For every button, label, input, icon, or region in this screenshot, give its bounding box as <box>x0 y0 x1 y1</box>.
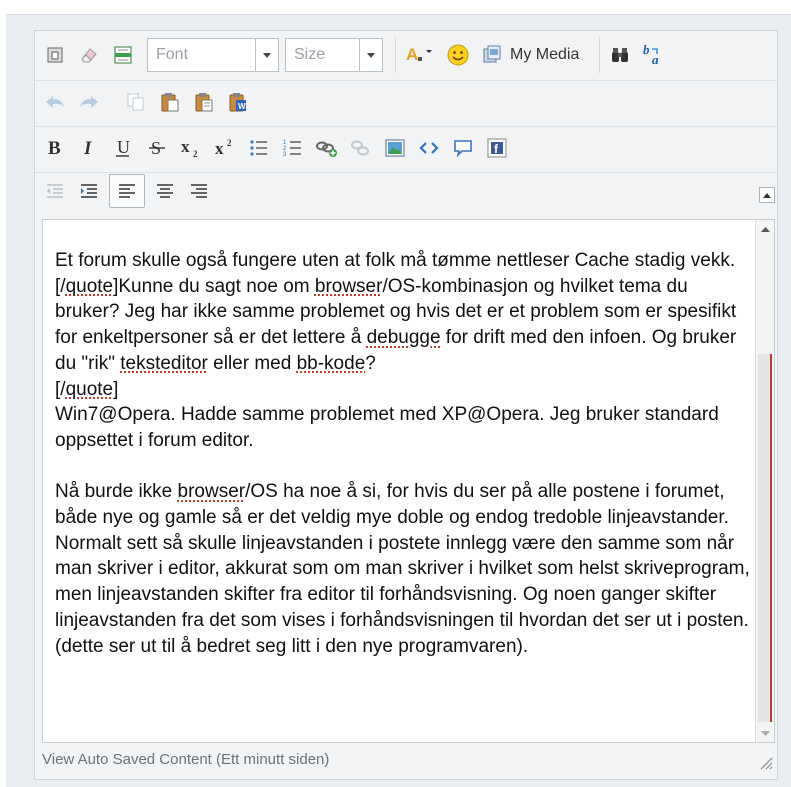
numbered-list-icon <box>282 137 304 159</box>
indent-button[interactable] <box>75 177 103 205</box>
align-left-icon <box>116 180 138 202</box>
chevron-down-icon <box>255 39 278 71</box>
misspelled-word: bb-kode <box>296 352 366 374</box>
svg-text:2: 2 <box>193 149 198 159</box>
redo-button[interactable] <box>75 88 103 116</box>
triangle-up-icon <box>763 193 771 198</box>
svg-text:x: x <box>215 139 224 158</box>
text-run: ] <box>113 378 119 400</box>
speech-bubble-icon <box>452 137 474 159</box>
svg-text:x: x <box>181 137 190 156</box>
superscript-icon <box>214 137 236 159</box>
collapse-toolbar-button[interactable] <box>759 187 775 203</box>
binoculars-icon <box>609 44 631 66</box>
toolbar-divider <box>35 80 777 81</box>
image-icon <box>384 137 406 159</box>
text-run: eller med <box>207 352 297 374</box>
emoticon-button[interactable] <box>444 41 472 69</box>
align-right-icon <box>188 180 210 202</box>
paste-icon <box>159 91 181 113</box>
text-run: for drift med den infoen. Og bruker du "rik" <box>55 327 737 374</box>
resize-grip-icon[interactable] <box>757 754 773 775</box>
subscript-icon <box>180 137 202 159</box>
svg-text:B: B <box>48 138 61 159</box>
code-icon <box>418 137 440 159</box>
superscript-button[interactable] <box>211 134 239 162</box>
facebook-icon <box>486 137 508 159</box>
copy-button[interactable] <box>122 88 150 116</box>
svg-text:a: a <box>652 52 659 67</box>
outdent-icon <box>44 180 66 202</box>
text-run: ]Kunne du sagt noe om <box>113 275 315 297</box>
editor-paragraph <box>55 248 751 274</box>
paste-button[interactable] <box>156 88 184 116</box>
editor-paragraph <box>55 454 751 480</box>
redo-icon <box>77 93 101 111</box>
size-select[interactable] <box>285 38 383 72</box>
text-run: Nå burde ikke <box>55 481 178 503</box>
text-run: /OS-kombinasjon og hvilket tema du bruker? Jeg har ikke samme problemet og hvis det er et problem som er spesifikt for enkeltpersoner så er det lettere å <box>55 275 737 349</box>
paste-from-word-button[interactable] <box>224 88 252 116</box>
font-color-icon <box>405 44 435 66</box>
bullet-list-button[interactable] <box>245 134 273 162</box>
toolbar-row-1 <box>41 35 674 75</box>
horizontal-rule-button[interactable] <box>109 41 137 69</box>
rich-text-editor <box>34 30 778 780</box>
horizontal-rule-icon <box>112 44 134 66</box>
toolbar-spacer <box>115 87 116 117</box>
svg-text:I: I <box>84 138 92 159</box>
auto-saved-content-link[interactable]: View Auto Saved Content (Ett minutt siden) <box>42 751 330 768</box>
editor-content-area[interactable] <box>42 219 775 743</box>
svg-text:1: 1 <box>283 140 287 146</box>
scroll-down-arrow-icon[interactable] <box>756 724 774 742</box>
text-run: /OS ha noe å si, for hvis du ser på alle postene i forumet, både nye og gamle så er det veldig mye doble og endog tredoble linjeavstander. <box>55 481 729 529</box>
underline-icon <box>113 137 133 159</box>
my-media-button[interactable] <box>478 41 506 69</box>
svg-text:2: 2 <box>227 138 232 148</box>
outdent-button[interactable] <box>41 177 69 205</box>
quote-button[interactable] <box>449 134 477 162</box>
bold-icon <box>45 137 65 159</box>
unlink-icon <box>349 137 373 159</box>
source-icon <box>45 45 65 65</box>
replace-button[interactable] <box>640 41 668 69</box>
undo-icon <box>43 93 67 111</box>
text-run: [/ <box>55 275 66 297</box>
copy-icon <box>125 91 147 113</box>
italic-button[interactable] <box>75 134 103 162</box>
subscript-button[interactable] <box>177 134 205 162</box>
svg-text:A: A <box>406 45 419 64</box>
editor-paragraph <box>55 402 751 453</box>
misspelled-word: browser <box>177 481 246 503</box>
editor-text[interactable] <box>55 248 751 659</box>
misspelled-word: teksteditor <box>120 352 208 374</box>
editor-paragraph <box>55 274 751 377</box>
link-icon <box>315 137 339 159</box>
toolbar-separator <box>395 37 396 73</box>
font-select-value: Font <box>156 46 189 63</box>
source-view-button[interactable] <box>41 41 69 69</box>
bullet-list-icon <box>248 137 270 159</box>
scroll-up-arrow-icon[interactable] <box>756 220 774 238</box>
editor-paragraph <box>55 377 751 403</box>
insert-link-button[interactable] <box>313 134 341 162</box>
media-icon <box>481 44 503 66</box>
svg-text:S: S <box>151 138 162 158</box>
svg-text:b: b <box>643 43 650 57</box>
undo-button[interactable] <box>41 88 69 116</box>
numbered-list-button[interactable] <box>279 134 307 162</box>
misspelled-word: browser <box>314 275 383 297</box>
unlink-button[interactable] <box>347 134 375 162</box>
text-run: Et forum skulle også fungere uten at folk må tømme nettleser Cache stadig vekk. <box>55 250 736 271</box>
align-right-button[interactable] <box>185 177 213 205</box>
vertical-scrollbar[interactable] <box>755 220 774 742</box>
my-media-label[interactable]: My Media <box>510 46 580 63</box>
scrollbar-thumb[interactable] <box>758 354 772 722</box>
text-run: Normalt sett så skulle linjeavstanden i postete innlegg være den samme som når man skriver i editor, akkurat som om man skriver i hvilket som helst skriveprogram, men linjeavstanden skifter fra editor til forhåndsvisning. Og noen ganger skifter linjeavstanden fra det som vises i forhåndsvisningen til hvordan det ser ut i posten. (dette ser ut til å bedret seg litt i den nye programvaren). <box>55 532 750 657</box>
toolbar-row-2 <box>41 82 258 122</box>
text-run: ? <box>365 352 376 374</box>
chevron-down-icon <box>359 39 382 71</box>
find-button[interactable] <box>606 41 634 69</box>
align-left-button[interactable] <box>109 174 145 208</box>
toolbar-divider <box>35 126 777 127</box>
underline-button[interactable] <box>109 134 137 162</box>
text-run: [/ <box>55 378 66 400</box>
misspelled-word: quote <box>65 275 114 297</box>
align-center-button[interactable] <box>151 177 179 205</box>
code-button[interactable] <box>415 134 443 162</box>
paste-plain-text-icon <box>193 91 215 113</box>
svg-text:f: f <box>494 142 498 156</box>
strikethrough-button[interactable] <box>143 134 171 162</box>
remove-format-button[interactable] <box>75 41 103 69</box>
size-select-value: Size <box>294 46 326 63</box>
svg-text:3: 3 <box>283 152 287 158</box>
italic-icon <box>79 137 99 159</box>
editor-paragraph <box>55 479 751 530</box>
find-replace-icon <box>642 43 666 67</box>
paste-word-icon <box>227 91 249 113</box>
misspelled-word: debugge <box>366 327 441 349</box>
svg-text:W: W <box>238 102 246 111</box>
toolbar-row-3 <box>41 128 517 168</box>
toolbar-separator <box>599 37 600 73</box>
svg-text:2: 2 <box>283 146 287 152</box>
strikethrough-icon <box>147 137 167 159</box>
facebook-button[interactable] <box>483 134 511 162</box>
insert-image-button[interactable] <box>381 134 409 162</box>
paste-text-button[interactable] <box>190 88 218 116</box>
eraser-icon <box>78 44 100 66</box>
svg-text:U: U <box>117 137 130 157</box>
text-run: Win7@Opera. Hadde samme problemet med XP@Opera. Jeg bruker standard oppsettet i forum editor. <box>55 404 719 451</box>
bold-button[interactable] <box>41 134 69 162</box>
text-color-button[interactable] <box>402 41 438 69</box>
smiley-icon <box>446 43 470 67</box>
toolbar-row-4 <box>41 171 219 211</box>
font-select[interactable] <box>147 38 279 72</box>
misspelled-word: quote <box>65 378 114 400</box>
indent-icon <box>78 180 100 202</box>
align-center-icon <box>154 180 176 202</box>
editor-paragraph <box>55 531 751 660</box>
